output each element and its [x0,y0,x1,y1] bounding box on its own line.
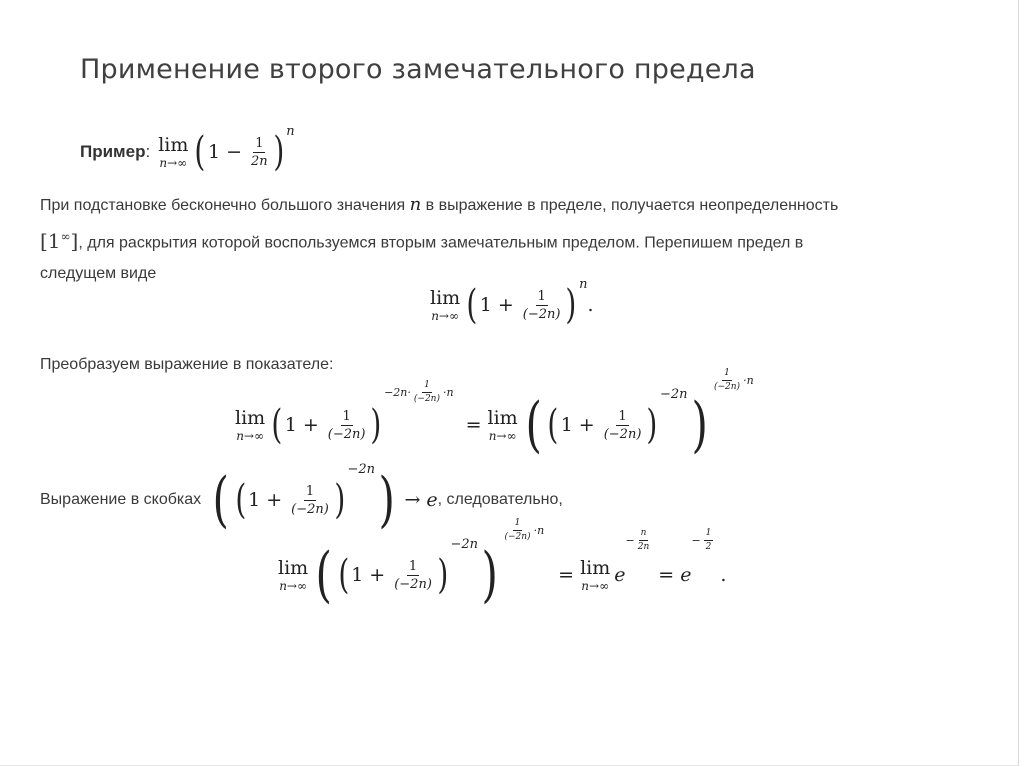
formula3-exponent-2: − $\frac{1}{2}$ [691,528,712,552]
example-close-paren: ) [272,129,284,175]
example-minus: − [226,141,242,163]
paragraph-transform: Преобразуем выражение в показателе: [40,356,334,373]
formula2-exponent: −2n· $\frac{1}{(-2n)}$ ·n [384,380,454,404]
example-colon: : [145,142,151,161]
example-exponent: n [286,124,295,139]
example-lim: lim n→∞ [158,133,189,170]
formula1-fraction: $\frac{1}{(-2n)}$ [522,288,561,322]
example-one: 1 [207,141,221,163]
formula3-exponent-1: − $\frac{n}{2n}$ [625,528,650,552]
paragraph-substitution [40,190,985,289]
formula-rewritten-limit: lim n→∞ ( 1 + $\frac{1}{(-2n)}$ ) n . [430,277,594,328]
para1-text-3: , для раскрытия которой воспользуемся вторым замечательным пределом. Перепишем предел в [78,234,804,252]
para1-text-2: в выражение в пределе, получается неопределенность [425,197,839,214]
example-open-paren: ( [194,129,206,175]
indeterminate-form: [1∞] [40,228,79,253]
para1-text-1: При подстановке бесконечно большого значения [40,197,406,214]
formula-exponent-transform: lim n→∞ ( 1 + $\frac{1}{(-2n)}$ ) −2n· $\frac{1}{(-2n)}$ ·n = lim n→∞ ( ( 1 + $\frac{1}{(-2n)}$ ) −2n ) $\frac{1}{(-2n)}$ ·n [235,368,754,460]
example-fraction: $\frac{1}{2n}$ [251,135,268,169]
para1-var-n: n [409,194,422,215]
para1-text-4: следущем виде [40,264,157,282]
paragraph-brackets: Выражение в скобках ( ( 1 + $\frac{1}{(-2n)}$ ) −2n ) → e , следовательно, [40,462,563,535]
example-label: Пример [80,142,146,161]
slide-title: Применение второго замечательного предела [80,54,756,85]
example-line [80,124,295,175]
formula-final-result: lim n→∞ ( ( 1 + $\frac{1}{(-2n)}$ ) −2n ) $\frac{1}{(-2n)}$ ·n = lim n→∞ e − $\frac{n}{2n}$ = e − $\frac{1}{2}$ . [278,518,727,610]
